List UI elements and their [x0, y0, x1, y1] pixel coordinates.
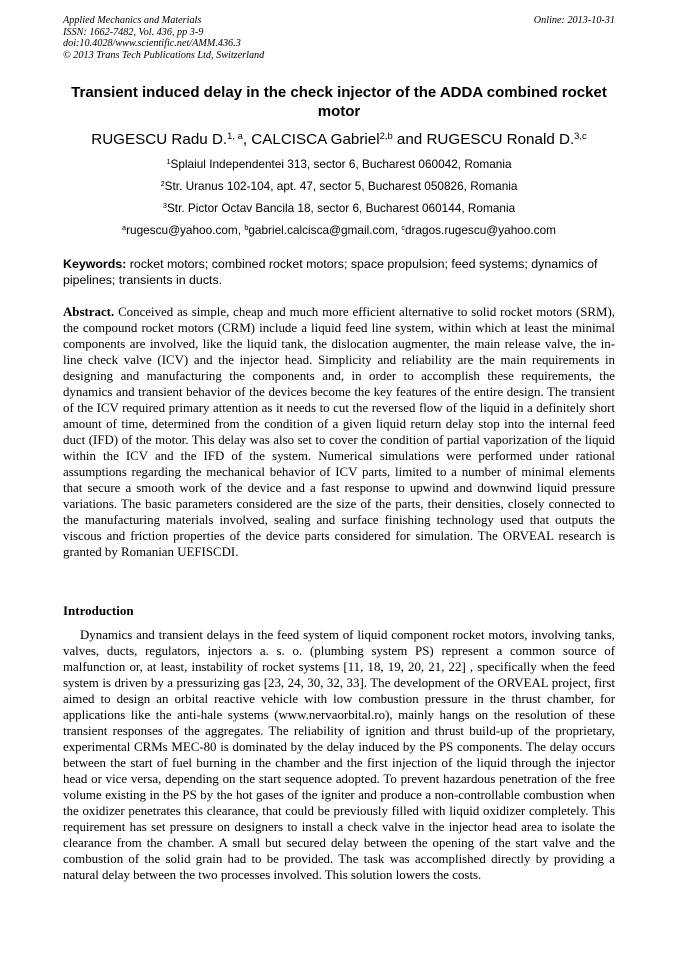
affiliation-superscript: 2: [160, 178, 165, 188]
author-name: RUGESCU Ronald D.: [426, 131, 575, 148]
abstract-label: Abstract.: [63, 305, 115, 319]
author-list: [63, 130, 615, 150]
journal-copyright: © 2013 Trans Tech Publications Ltd, Switzerland: [63, 49, 265, 61]
affiliation-text: Str. Pictor Octav Bancila 18, sector 6, Bucharest 060144, Romania: [166, 201, 516, 215]
introduction-heading: Introduction: [63, 603, 134, 618]
author-name: RUGESCU Radu D.: [91, 131, 228, 148]
online-date: Online: 2013-10-31: [533, 15, 615, 26]
journal-doi[interactable]: doi:10.4028/www.scientific.net/AMM.436.3: [63, 38, 241, 50]
author-separator: ,: [242, 131, 252, 148]
journal-header: [63, 15, 615, 61]
abstract-paragraph: [63, 304, 615, 560]
affiliation-3: [63, 201, 615, 215]
keywords-text: rocket motors; combined rocket motors; space propulsion; feed systems; dynamics of pipelines; transients in ducts.: [63, 257, 598, 287]
email-superscript: c: [401, 222, 405, 232]
affiliation-1: [63, 157, 615, 171]
introduction-paragraph: Dynamics and transient delays in the feed system of liquid component rocket motors, involving tanks, valves, ducts, regulators, injectors a. s. o. (plumbing system PS) represent a common source of malfunction or, at least, instability of rocket systems [11, 18, 19, 20, 21, 22] , specifically when the feed system is driven by a pressurizing gas [23, 24, 30, 32, 33]. The development of the ORVEAL project, first aimed to design an orbital reactive vehicle with low combustion pressure in the thrust chamber, for applications like the anti-hale systems (www.nervaorbital.ro), mainly hangs on the resolution of these transient responses of the aggregates. The reliability of ignition and thrust build-up of the proprietary, experimental CRMs MEC-80 is dominated by the delay induced by the PS components. The delay occurs between the start of fuel burning in the chamber and the first injection of the liquid through the injector head or vice versa, depending on the start sequence adopted. To prevent hazardous penetration of the free volume existing in the PS by the hot gases of the igniter and produce a non-controllable combustion when the oxidizer penetrates this clearance, that could be previously filled with liquid oxidizer completely. This requirement has set pressure on designers to install a check valve in the injector head area to isolate the clearance from the chamber. A small but secured delay between the opening of the start valve and the combustion of the solid grain had to be provided. The task was accomplished directly by providing a natural delay between the two processes involved. This solution lowers the costs.: [63, 628, 615, 882]
journal-issn: ISSN: 1662-7482, Vol. 436, pp 3-9: [63, 26, 204, 38]
affiliation-superscript: 3: [162, 200, 167, 210]
affiliation-text: Splaiul Independentei 313, sector 6, Bucharest 060042, Romania: [170, 157, 512, 171]
journal-name: Applied Mechanics and Materials: [63, 15, 202, 26]
author-separator: and: [392, 131, 427, 148]
affiliation-2: [63, 179, 615, 193]
email-address[interactable]: gabriel.calcisca@gmail.com,: [248, 223, 402, 237]
author-name: CALCISCA Gabriel: [251, 131, 380, 148]
abstract-text: Conceived as simple, cheap and much more efficient alternative to solid rocket motors (SRM), the compound rocket motors (CRM) include a liquid feed line system, within which at least the minimal components are involved, like the liquid tank, the dislocation augmenter, the main release valve, the in-line check valve (ICV) and the injector head. Simplicity and reliability are the main requirements in designing and manufacturing the components and, in order to accomplish these requirements, the dynamics and transient behavior of the devices become the key features of the entire design. The transient of the ICV required primary attention as it needs to cut the reversed flow of the liquid in a definitely short amount of time, determined from the condition of a given liquid return delay stop into the internal feed duct (IFD) of the motor. This delay was also set to cover the condition of partial vaporization of the liquid within the ICV and the IFD of the system. Numerical simulations were performed under rational assumptions regarding the mechanical behavior of ICV parts, limited to a number of minimal elements that secure a smooth work of the device and a fast response to upwind and downwind liquid pressure variations. The basic parameters considered are the size of the parts, their densities, closely connected to the manufacturing materials involved, sealing and surface finishing technology used that outputs the viscous and friction properties of the device parts considered for simulation. The ORVEAL research is granted by Romanian UEFISCDI.: [63, 305, 615, 559]
author-superscript: 3,c: [574, 129, 587, 141]
keywords-paragraph: [63, 257, 615, 288]
email-superscript: a: [122, 222, 127, 232]
affiliation-text: Str. Uranus 102-104, apt. 47, sector 5, Bucharest 050826, Romania: [164, 179, 518, 193]
email-address[interactable]: rugescu@yahoo.com,: [126, 223, 245, 237]
author-superscript: 2,b: [379, 129, 393, 141]
keywords-label: Keywords:: [63, 257, 127, 271]
email-superscript: b: [244, 222, 249, 232]
email-line: [63, 223, 615, 237]
affiliation-superscript: 1: [166, 156, 171, 166]
paper-title: Transient induced delay in the check injector of the ADDA combined rocket motor: [71, 84, 607, 120]
email-address[interactable]: dragos.rugescu@yahoo.com: [404, 223, 556, 237]
author-superscript: 1, a: [227, 129, 243, 141]
